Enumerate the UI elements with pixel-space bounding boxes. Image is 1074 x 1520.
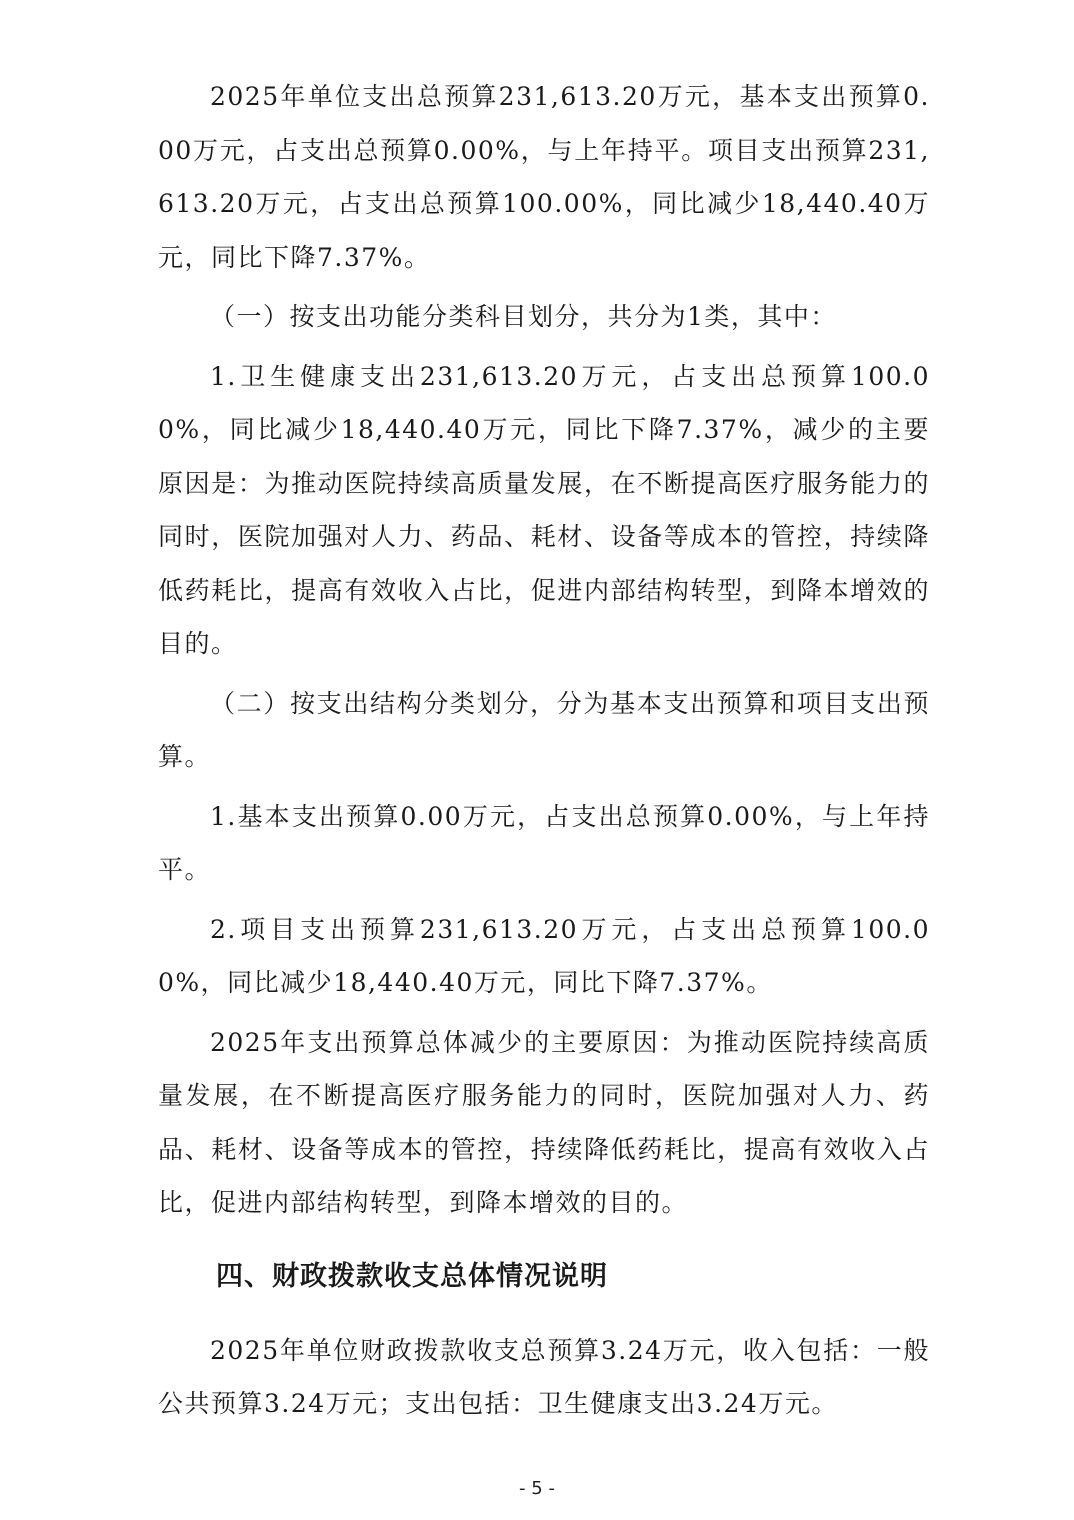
paragraph-expenditure-total: 2025年单位支出总预算231,613.20万元，基本支出预算0.00万元，占支出总预算0.00%，与上年持平。项目支出预算231,613.20万元，占支出总预算100.00%，同比减少18,440.40万元，同比下降7.37%。 [158,82,930,272]
paragraph-basic-expenditure: 1.基本支出预算0.00万元，占支出总预算0.00%，与上年持平。 [158,801,930,884]
paragraph-decrease-reason: 2025年支出预算总体减少的主要原因：为推动医院持续高质量发展，在不断提高医疗服务能力的同时，医院加强对人力、药品、耗材、设备等成本的管控，持续降低药耗比，提高有效收入占比，促进内部结构转型，到降本增效的目的。 [158,1027,930,1217]
section-heading: 四、财政拨款收支总体情况说明 [216,1260,608,1292]
page-number: - 5 - [519,1478,555,1499]
paragraph-project-expenditure: 2.项目支出预算231,613.20万元，占支出总预算100.00%，同比减少18,440.40万元，同比下降7.37%。 [158,914,930,997]
paragraph-structural-classification: （二）按支出结构分类划分，分为基本支出预算和项目支出预算。 [158,688,930,771]
page-content [158,70,930,1437]
paragraph-fiscal-appropriation: 2025年单位财政拨款收支总预算3.24万元，收入包括：一般公共预算3.24万元；支出包括：卫生健康支出3.24万元。 [158,1335,930,1418]
paragraph-functional-classification: （一）按支出功能分类科目划分，共分为1类，其中： [210,302,837,331]
paragraph-health-expenditure: 1.卫生健康支出231,613.20万元，占支出总预算100.00%，同比减少18,440.40万元，同比下降7.37%，减少的主要原因是：为推动医院持续高质量发展，在不断提高医疗服务能力的同时，医院加强对人力、药品、耗材、设备等成本的管控，持续降低药耗比，提高有效收入占比，促进内部结构转型，到降本增效的目的。 [158,361,930,658]
